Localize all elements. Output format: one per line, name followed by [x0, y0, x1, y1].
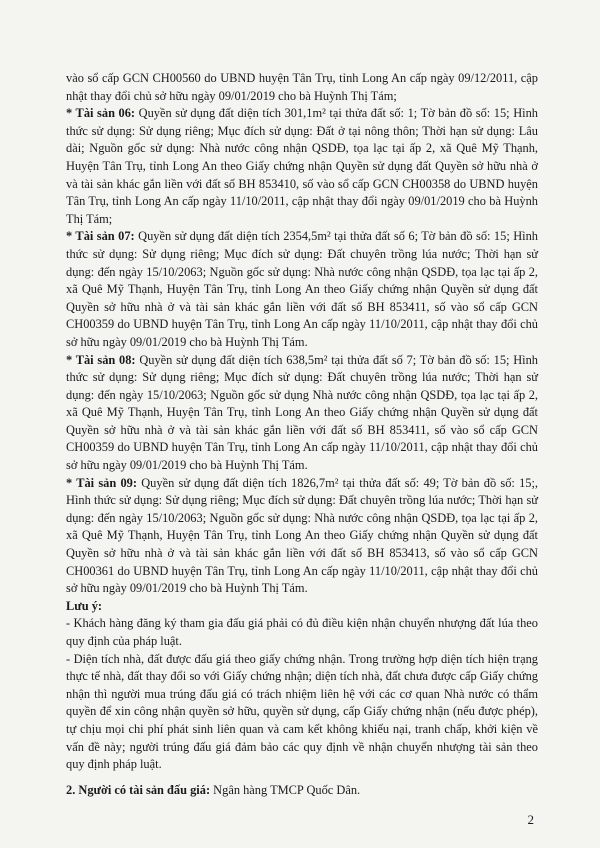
asset-07-paragraph: [66, 228, 538, 351]
asset-08-label: * Tài sản 08:: [66, 352, 136, 367]
asset-09-label: * Tài sản 09:: [66, 475, 137, 490]
paragraph-text: vào sổ cấp GCN CH00560 do UBND huyện Tân Trụ, tỉnh Long An cấp ngày 09/12/2011, cập nhật thay đổi chủ sở hữu ngày 09/01/2019 cho bà Huỳnh Thị Tám;: [66, 71, 538, 103]
asset-06-paragraph: [66, 105, 538, 228]
note-item: - Khách hàng đăng ký tham gia đấu giá phải có đủ điều kiện nhận chuyển nhượng đất lúa theo quy định của pháp luật.: [66, 616, 538, 648]
asset-09-text: Quyền sử dụng đất diện tích 1826,7m² tại thửa đất số: 49; Tờ bản đồ số: 15;, Hình thức sử dụng: Sử dụng riêng; Mục đích sử dụng: Đất chuyên trồng lúa nước; Thời hạn sử dụng: đến ngày 15/10/2063; Nguồn gốc sử dụng: Nhà nước công nhận QSDĐ, tọa lạc tại ấp 2, xã Quê Mỹ Thạnh, Huyện Tân Trụ, tỉnh Long An theo Giấy chứng nhận Quyền sử dụng đất Quyền sở hữu nhà ở và tài sản khác gắn liền với đất số BH 853413, số vào sổ cấp GCN CH00361 do UBND huyện Tân Trụ, tỉnh Long An cấp ngày 11/10/2011, cập nhật thay đổi chủ sở hữu ngày 09/01/2019 cho bà Huỳnh Thị Tám.: [66, 475, 538, 596]
asset-08-paragraph: [66, 352, 538, 475]
note-item: - Diện tích nhà, đất được đấu giá theo giấy chứng nhận. Trong trường hợp diện tích hiện trạng thực tế nhà, đất thay đổi so với Giấy chứng nhận; diện tích nhà, đất chưa được cấp Giấy chứng nhận thì người mua trúng đấu giá có trách nhiệm liên hệ với các cơ quan Nhà nước có thẩm quyền để xin công nhận quyền sở hữu, quyền sử dụng, cấp Giấy chứng nhận (nếu được phép), tự chịu mọi chi phí phát sinh liên quan và cam kết không khiếu nại, tranh chấp, khởi kiện về vấn đề này; người trúng đấu giá đảm bảo các quy định về nhận chuyển nhượng tài sản theo quy định pháp luật.: [66, 651, 538, 772]
asset-06-label: * Tài sản 06:: [66, 106, 136, 121]
asset-07-label: * Tài sản 07:: [66, 229, 135, 244]
asset-06-text: Quyền sử dụng đất diện tích 301,1m² tại thửa đất số: 1; Tờ bản đồ số: 15; Hình thức sử dụng: Sử dụng riêng; Mục đích sử dụng: Đất ở tại nông thôn; Thời hạn sử dụng: Lâu dài; Nguồn gốc sử dụng: Nhà nước công nhận QSDĐ, tọa lạc tại ấp 2, xã Quê Mỹ Thạnh, Huyện Tân Trụ, tỉnh Long An theo Giấy chứng nhận Quyền sử dụng đất Quyền sở hữu nhà ở và tài sản khác gắn liền với đất số BH 853410, số vào sổ cấp GCN CH00358 do UBND huyện Tân Trụ, tỉnh Long An cấp ngày 11/10/2011, cập nhật thay đổi ngày 09/01/2019 cho bà Huỳnh Thị Tám;: [66, 106, 538, 226]
note-heading: Lưu ý:: [66, 598, 103, 613]
section-2-heading: 2. Người có tài sản đấu giá:: [66, 782, 211, 797]
asset-07-text: Quyền sử dụng đất diện tích 2354,5m² tại thửa đất số 6; Tờ bản đồ số: 15; Hình thức sử dụng: Sử dụng riêng; Mục đích sử dụng: Đất chuyên trồng lúa nước; Thời hạn sử dụng: đến ngày 15/10/2063; Nguồn gốc sử dụng: Nhà nước công nhận QSDĐ, tọa lạc tại ấp 2, xã Quê Mỹ Thạnh, Huyện Tân Trụ, tỉnh Long An theo Giấy chứng nhận Quyền sử dụng đất Quyền sở hữu nhà ở và tài sản khác gắn liền với đất số BH 853411, số vào sổ cấp GCN CH00359 do UBND huyện Tân Trụ, tỉnh Long An cấp ngày 11/10/2011, cập nhật thay đổi chủ sở hữu ngày 09/01/2019 cho bà Huỳnh Thị Tám.: [66, 229, 538, 349]
section-2-text: Ngân hàng TMCP Quốc Dân.: [210, 782, 361, 797]
document-body: [66, 70, 538, 799]
section-2-paragraph: [66, 782, 538, 800]
page-number: 2: [527, 812, 534, 827]
paragraph-continuation: [66, 70, 538, 105]
asset-09-paragraph: [66, 475, 538, 598]
asset-08-text: Quyền sử dụng đất diện tích 638,5m² tại thửa đất số 7; Tờ bản đồ số: 15; Hình thức sử dụng: Sử dụng riêng; Mục đích sử dụng: Đất chuyên trồng lúa nước; Thời hạn sử dụng: đến ngày 15/10/2063; Nguồn gốc sử dụng Nhà nước công nhận QSDĐ, tọa lạc tại ấp 2, xã Quê Mỹ Thạnh, Huyện Tân Trụ, tỉnh Long An theo Giấy chứng nhận Quyền sử dụng đất Quyền sở hữu nhà ở và tài sản khác gắn liền với đất số BH 853411, số vào sổ cấp GCN CH00359 do UBND huyện Tân Trụ, tỉnh Long An cấp ngày 11/10/2011, cập nhật thay đổi chủ sở hữu ngày 09/01/2019 cho bà Huỳnh Thị Tám.: [66, 352, 538, 473]
